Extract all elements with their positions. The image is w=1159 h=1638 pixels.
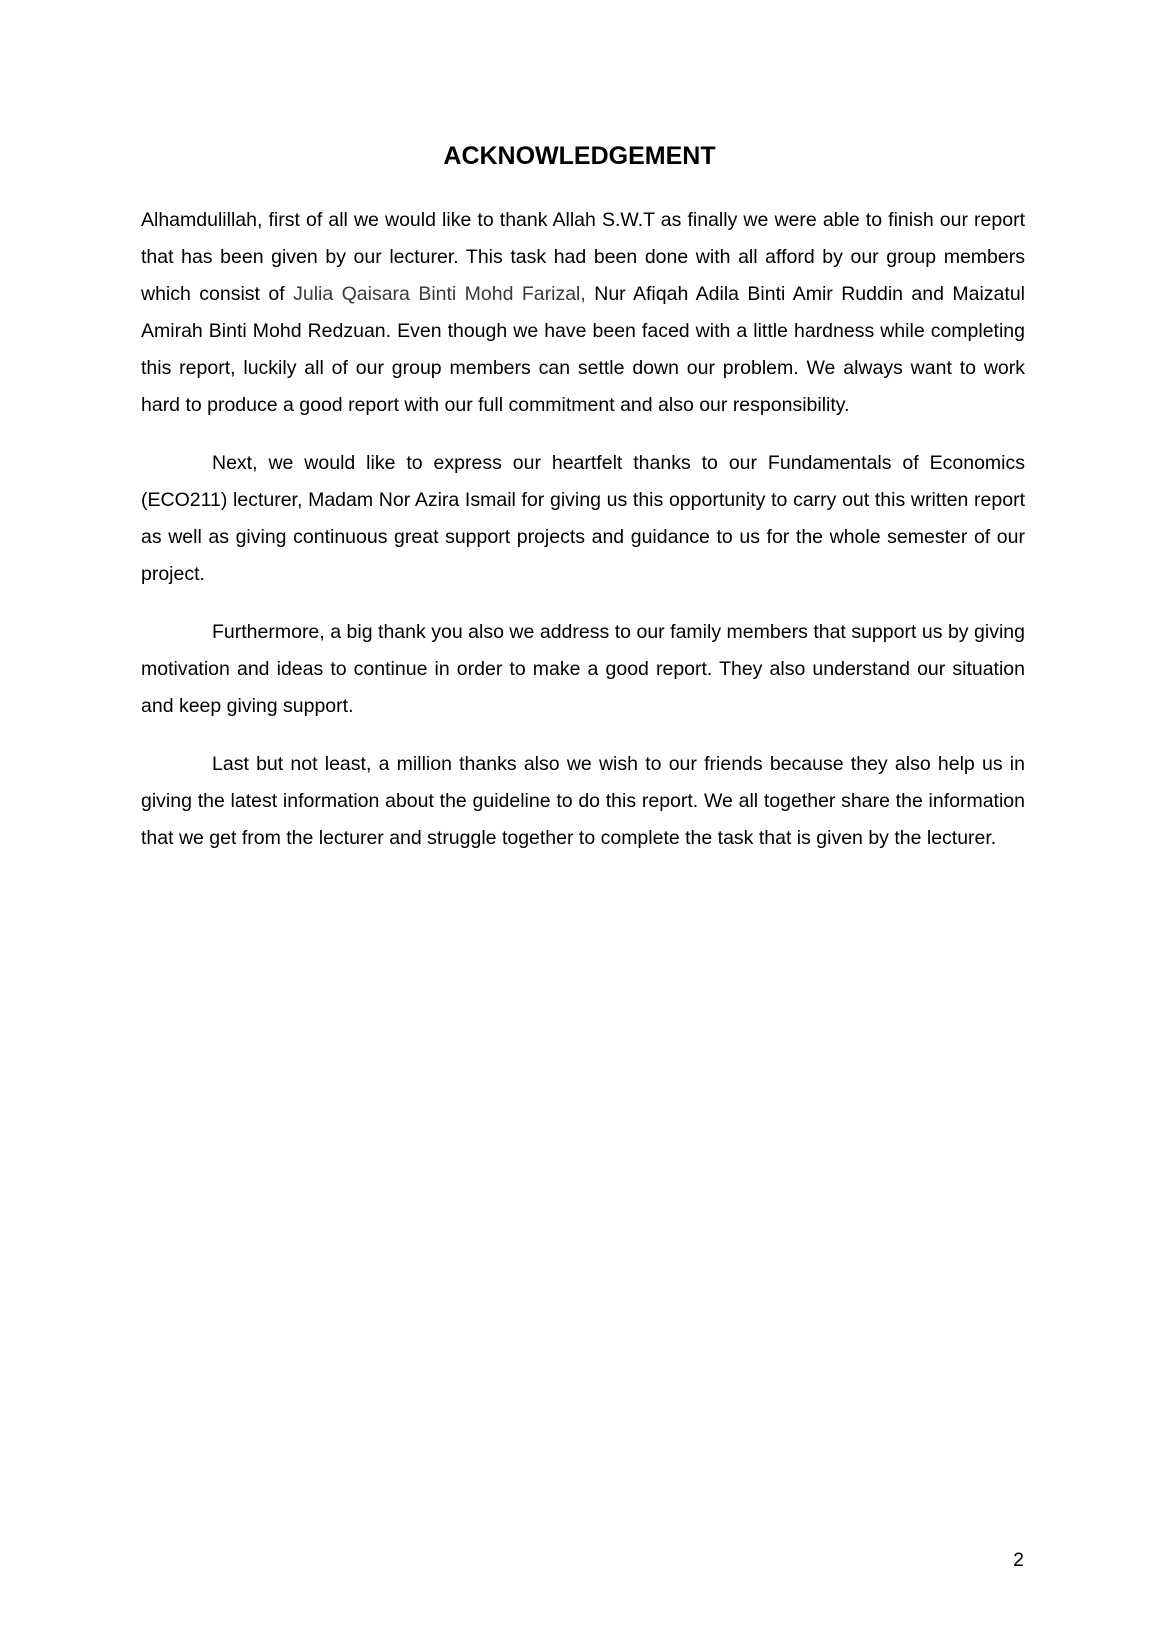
page-number: 2 (1013, 1549, 1024, 1571)
page-title: ACKNOWLEDGEMENT (443, 142, 716, 170)
paragraph-friends-thanks: Last but not least, a million thanks also we wish to our friends because they also help us in giving the latest information about the guideline to do this report. We all together share the information that we get from the lecturer and struggle together to complete the task that is given by the lecturer. (141, 753, 1025, 849)
paragraph-family-thanks: Furthermore, a big thank you also we address to our family members that support us by giving motivation and ideas to continue in order to make a good report. They also understand our situation and keep giving support. (141, 621, 1025, 717)
paragraph-intro (141, 202, 1025, 424)
paragraph-lecturer-thanks: Next, we would like to express our heartfelt thanks to our Fundamentals of Economics (ECO211) lecturer, Madam Nor Azira Ismail for giving us this opportunity to carry out this written report as well as giving continuous great support projects and guidance to us for the whole semester of our project. (141, 452, 1025, 585)
member-names: Julia Qaisara Binti Mohd Farizal, (293, 283, 586, 305)
acknowledgement-body (141, 202, 1025, 878)
paragraph-intro-text-start: Alhamdulillah, first of all we would like to thank Allah S.W.T as finally we were able to finish our report that has been given by our lecturer. This task had been done with all afford by our group members which consist of (141, 209, 1025, 305)
paragraph-intro-text-end: Nur Afiqah Adila Binti Amir Ruddin and Maizatul Amirah Binti Mohd Redzuan. Even though we have been faced with a little hardness while completing this report, luckily all of our group members can settle down our problem. We always want to work hard to produce a good report with our full commitment and also our responsibility. (141, 283, 1025, 416)
